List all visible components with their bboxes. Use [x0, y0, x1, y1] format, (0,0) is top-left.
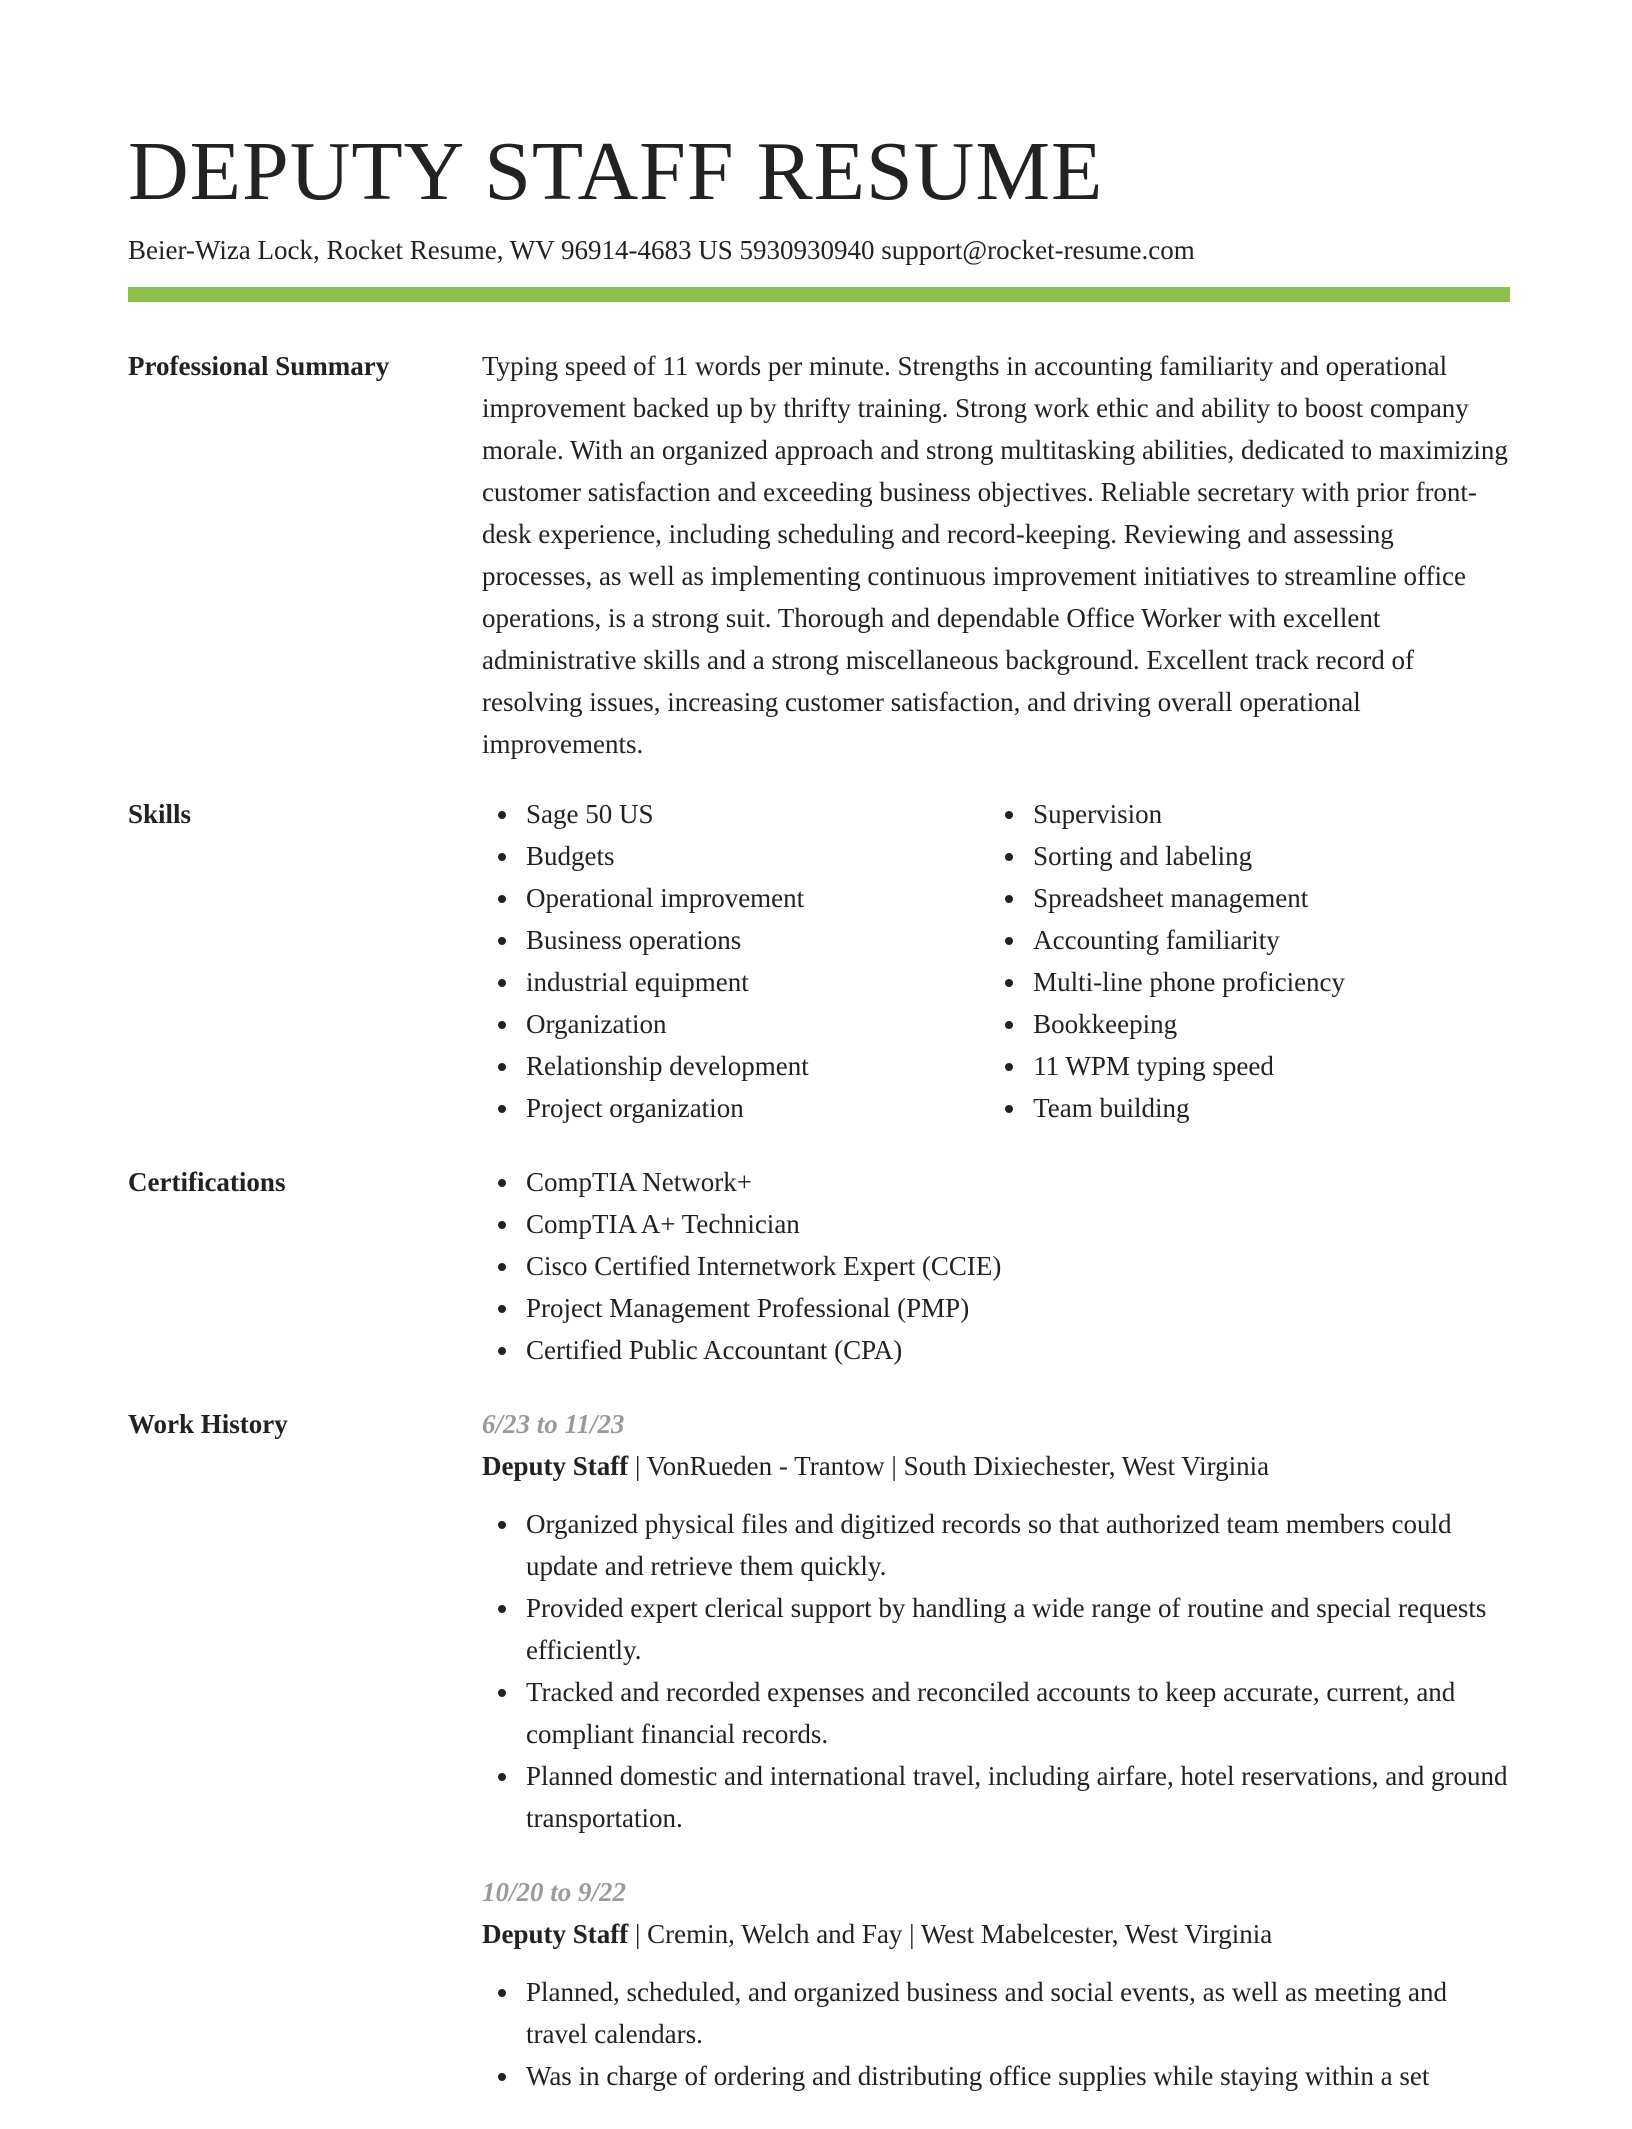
job-bullet: Planned, scheduled, and organized business and social events, as well as meeting and travel calendars. — [526, 1971, 1510, 2055]
skill-item: Organization — [526, 1003, 989, 1045]
summary-body — [482, 345, 1510, 765]
skill-item: 11 WPM typing speed — [1033, 1045, 1510, 1087]
job-bullets — [482, 1503, 1510, 1839]
skill-item: Business operations — [526, 919, 989, 961]
summary-text: Typing speed of 11 words per minute. Strengths in accounting familiarity and operational improvement backed up by thrifty training. Strong work ethic and ability to boost company morale. With an organized approach and strong multitasking abilities, dedicated to maximizing customer satisfaction and exceeding business objectives. Reliable secretary with prior front-desk experience, including scheduling and record-keeping. Reviewing and assessing processes, as well as implementing continuous improvement initiatives to streamline office operations, is a strong suit. Thorough and dependable Office Worker with excellent administrative skills and a strong miscellaneous background. Excellent track record of resolving issues, increasing customer satisfaction, and driving overall operational improvements. — [482, 351, 1508, 759]
skill-item: Project organization — [526, 1087, 989, 1129]
job-details: | VonRueden - Trantow | South Dixiechester, West Virginia — [628, 1451, 1270, 1481]
certification-item: Certified Public Accountant (CPA) — [526, 1329, 1510, 1371]
job-bullet: Tracked and recorded expenses and reconciled accounts to keep accurate, current, and compliant financial records. — [526, 1671, 1510, 1755]
skill-item: Bookkeeping — [1033, 1003, 1510, 1045]
certifications-list — [482, 1161, 1510, 1371]
skill-item: Supervision — [1033, 793, 1510, 835]
skill-item: Multi-line phone proficiency — [1033, 961, 1510, 1003]
certification-item: CompTIA Network+ — [526, 1161, 1510, 1203]
skill-item: Sage 50 US — [526, 793, 989, 835]
job-heading — [482, 1445, 1510, 1487]
contact-line: Beier-Wiza Lock, Rocket Resume, WV 96914-4683 US 5930930940 support@rocket-resume.com — [128, 235, 1195, 265]
header-divider — [128, 287, 1510, 302]
certifications-body — [482, 1161, 1510, 1371]
skill-item: Sorting and labeling — [1033, 835, 1510, 877]
job-heading — [482, 1913, 1510, 1955]
job-entry — [482, 1403, 1510, 1839]
section-label-summary: Professional Summary — [128, 351, 390, 381]
job-title: Deputy Staff — [482, 1919, 629, 1949]
skill-item: Accounting familiarity — [1033, 919, 1510, 961]
skill-item: Operational improvement — [526, 877, 989, 919]
job-bullets — [482, 1971, 1510, 2097]
skill-item: Team building — [1033, 1087, 1510, 1129]
certification-item: Project Management Professional (PMP) — [526, 1287, 1510, 1329]
job-details: | Cremin, Welch and Fay | West Mabelcester, West Virginia — [628, 1919, 1273, 1949]
certification-item: CompTIA A+ Technician — [526, 1203, 1510, 1245]
section-label-skills: Skills — [128, 799, 192, 829]
job-dates: 6/23 to 11/23 — [482, 1409, 625, 1439]
job-entry — [482, 1871, 1510, 2097]
section-label-certifications: Certifications — [128, 1167, 286, 1197]
section-label-work-history: Work History — [128, 1409, 288, 1439]
work-history-body — [482, 1403, 1510, 2129]
skills-body — [482, 793, 1510, 1129]
skill-item: Relationship development — [526, 1045, 989, 1087]
job-bullet: Provided expert clerical support by handling a wide range of routine and special requests efficiently. — [526, 1587, 1510, 1671]
job-title: Deputy Staff — [482, 1451, 629, 1481]
resume-title: DEPUTY STAFF RESUME — [128, 125, 1104, 218]
job-bullet: Planned domestic and international travel, including airfare, hotel reservations, and ground transportation. — [526, 1755, 1510, 1839]
job-bullet: Organized physical files and digitized records so that authorized team members could update and retrieve them quickly. — [526, 1503, 1510, 1587]
skills-list-column-1 — [482, 793, 989, 1129]
job-dates: 10/20 to 9/22 — [482, 1877, 627, 1907]
skill-item: Spreadsheet management — [1033, 877, 1510, 919]
skills-list-column-2 — [989, 793, 1510, 1129]
job-bullet: Was in charge of ordering and distributing office supplies while staying within a set — [526, 2055, 1510, 2097]
certification-item: Cisco Certified Internetwork Expert (CCIE) — [526, 1245, 1510, 1287]
skill-item: industrial equipment — [526, 961, 989, 1003]
skill-item: Budgets — [526, 835, 989, 877]
